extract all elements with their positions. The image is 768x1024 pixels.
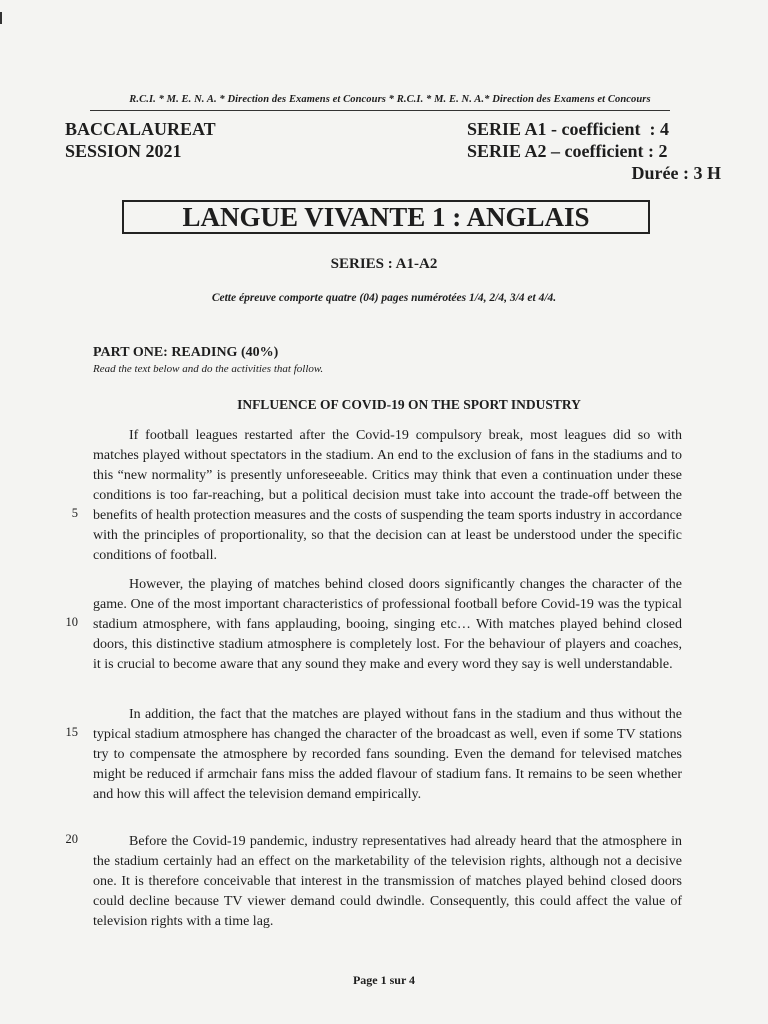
line-number: 5 bbox=[71, 506, 78, 520]
exam-info-left bbox=[65, 118, 216, 162]
page-number: Page 1 sur 4 bbox=[352, 973, 416, 987]
text-title: INFLUENCE OF COVID-19 ON THE SPORT INDUSTRY bbox=[237, 397, 581, 412]
header-rule bbox=[90, 110, 670, 111]
line-number: 15 bbox=[65, 725, 78, 739]
series-label: SERIES : A1-A2 bbox=[330, 256, 438, 272]
subject-title: LANGUE VIVANTE 1 : ANGLAIS bbox=[122, 200, 650, 234]
serie-a1: SERIE A1 - coefficient : 4 bbox=[467, 119, 669, 139]
line-number: 10 bbox=[65, 615, 78, 629]
exam-info-right bbox=[467, 118, 669, 162]
serie-a2: SERIE A2 – coefficient : 2 bbox=[467, 141, 668, 161]
line-number: 20 bbox=[65, 832, 78, 846]
exam-duration: Durée : 3 H bbox=[631, 163, 721, 183]
pages-note: Cette épreuve comporte quatre (04) pages numérotées 1/4, 2/4, 3/4 et 4/4. bbox=[211, 292, 557, 304]
part-heading: PART ONE: READING (40%) bbox=[93, 345, 279, 360]
margin-mark bbox=[0, 12, 2, 24]
part-instruction: Read the text below and do the activities that follow. bbox=[93, 363, 324, 375]
paragraph-3: In addition, the fact that the matches are played without fans in the stadium and thus without the typical stadium atmosphere has changed the character of the broadcast as well, even if some TV stations try to compensate the atmosphere by recorded fans sounding. Even the demand for televised matches might be reduced if armchair fans miss the added flavour of stadium fans. It remains to be seen whether and how this will affect the television demand empirically. bbox=[93, 707, 682, 802]
paragraph-1: If football leagues restarted after the Covid-19 compulsory break, most leagues did so with matches played without spectators in the stadium. An end to the exclusion of fans in the stadiums and to this “new normality” is presently unforeseeable. Critics may think that even a continuation under these conditions is too far-reaching, but a political decision must take into account the trade-off between the benefits of health protection measures and the costs of suspending the team sports industry in accordance with the principles of proportionality, so that the decision can at least be understood under the specific conditions of football. bbox=[93, 428, 682, 563]
exam-session: SESSION 2021 bbox=[65, 141, 182, 161]
exam-name: BACCALAUREAT bbox=[65, 119, 216, 139]
paragraph-4: Before the Covid-19 pandemic, industry representatives had already heard that the atmosphere in the stadium certainly had an effect on the marketability of the television rights, although not a decisive one. It is therefore conceivable that interest in the transmission of matches played behind closed doors could decline because TV viewer demand could dwindle. Consequently, this could affect the value of television rights with a time lag. bbox=[93, 834, 682, 929]
paragraph-2: However, the playing of matches behind closed doors significantly changes the character of the game. One of the most important characteristics of professional football before Covid-19 was the typical stadium atmosphere, with fans applauding, booing, singing etc… With matches played behind closed doors, this distinctive stadium atmosphere is completely lost. For the behaviour of players and coaches, it is crucial to become aware that any sound they make and every word they say is well understandable. bbox=[93, 577, 682, 672]
institution-header: R.C.I. * M. E. N. A. * Direction des Examens et Concours * R.C.I. * M. E. N. A.* Direction des Examens et Concours bbox=[129, 94, 651, 105]
